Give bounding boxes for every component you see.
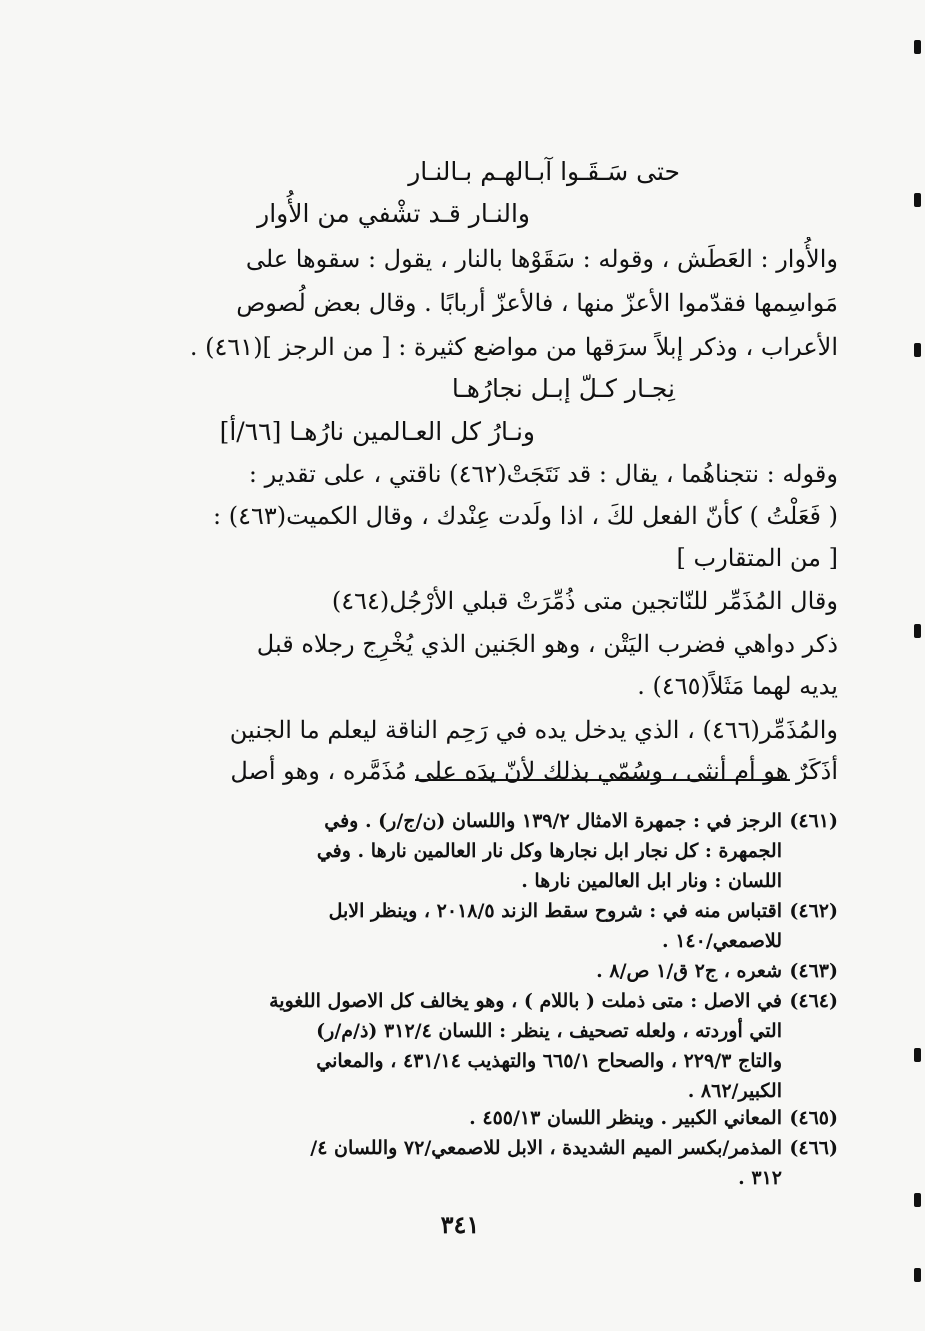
footnote-text: ٣١٢ . <box>738 1167 782 1189</box>
footnote-number: (٤٦٣) <box>789 960 838 982</box>
paragraph-line: الأعراب ، وذكر إبلاً سرَقها من مواضع كثيرة : [ من الرجز ](٤٦١) . <box>189 333 838 361</box>
footnote-text: المعاني الكبير . وينظر اللسان ٤٥٥/١٣ . <box>469 1107 782 1129</box>
footnote-text: اللسان : ونار ابل العالمين نارها . <box>521 870 782 892</box>
paragraph-line: والمُذَمِّر(٤٦٦) ، الذي يدخل يده في رَحِم الناقة ليعلم ما الجنين <box>229 716 838 744</box>
paragraph-line: ذكر دواهي فضرب اليَتْن ، وهو الجَنين الذي يُخْرِج رجلاه قبل <box>256 630 838 658</box>
footnote-number: (٤٦٤) <box>789 990 838 1012</box>
footnote <box>133 986 838 1106</box>
footnote <box>133 956 838 986</box>
footnote-number: (٤٦١) <box>789 810 838 832</box>
footnote-text: الجمهرة : كل نجار ابل نجارها وكل نار العالمين نارها . وفي <box>316 840 782 862</box>
edge-mark <box>914 343 921 357</box>
paragraph-line: مَواسِمها فقدّموا الأعزّ منها ، فالأعزّ أربابًا . وقال بعض لُصوص <box>236 289 838 317</box>
footnote-text: الكبير/٨٦٢ . <box>687 1080 782 1102</box>
edge-mark <box>914 1268 921 1282</box>
footnote-number: (٤٦٦) <box>789 1137 838 1159</box>
footnote-text: والتاج ٢٢٩/٣ ، والصحاح ٦٦٥/١ والتهذيب ٤٣١/١٤ ، والمعاني <box>316 1050 782 1072</box>
paragraph-line: ( فَعَلْتُ ) كأنّ الفعل لكَ ، اذا ولَدت عِنْدك ، وقال الكميت(٤٦٣) : <box>212 502 838 530</box>
paragraph-line: [ من المتقارب ] <box>676 544 838 572</box>
footnote-number: (٤٦٢) <box>789 900 838 922</box>
footnote-text: في الاصل : متى ذملت ( باللام ) ، وهو يخالف كل الاصول اللغوية <box>269 990 782 1012</box>
quoted-verse: وقال المُذَمِّر للنّاتجين متى ذُمِّرَتْ قبلي الأرْجُل(٤٦٤) <box>331 587 838 615</box>
footnote-separator <box>415 779 790 781</box>
footnote-text: المذمر/بكسر الميم الشديدة ، الابل للاصمعي/٧٢ واللسان ٤/ <box>310 1137 782 1159</box>
verse-line: ونـارُ كل العـالمين نارُهـا [٦٦/أ] <box>219 417 535 446</box>
footnote <box>133 806 838 896</box>
edge-mark <box>914 1193 921 1207</box>
paragraph-line: أذَكَرٌ هو أم أنثى ، وسُمّي بذلك لأنّ يدَه على مُذَمَّره ، وهو أصل <box>230 757 838 785</box>
paragraph-line: يديه لهما مَثَلاً(٤٦٥) . <box>637 672 838 700</box>
edge-mark <box>914 193 921 207</box>
edge-mark <box>914 624 921 638</box>
verse-line: نِجـار كـلّ إبـل نجارُهـا <box>451 374 675 403</box>
footnote-number: (٤٦٥) <box>789 1107 838 1129</box>
footnote-text: الرجز في : جمهرة الامثال ١٣٩/٢ واللسان (ن/ج/ر) . وفي <box>324 810 782 832</box>
paragraph-line: والأُوار : العَطَش ، وقوله : سَقَوْها بالنار ، يقول : سقوها على <box>245 245 838 273</box>
edge-mark <box>914 40 921 54</box>
footnote <box>133 1103 838 1133</box>
page-number: ٣٤١ <box>440 1210 480 1239</box>
edge-mark <box>914 1048 921 1062</box>
paragraph-line: وقوله : نتجناهُما ، يقال : قد نَتَجَتْ(٤٦٢) ناقتي ، على تقدير : <box>248 460 838 488</box>
footnote-text: شعره ، ج٢ ق/١ ص/٨ . <box>596 960 782 982</box>
footnote <box>133 1133 838 1193</box>
footnote-text: للاصمعي/١٤٠ . <box>661 930 782 952</box>
verse-line: حتى سَـقَـوا آبـالهـم بـالنـار <box>408 157 680 186</box>
footnote <box>133 896 838 956</box>
footnote-text: اقتباس منه في : شروح سقط الزند ٢٠١٨/٥ ، وينظر الابل <box>328 900 782 922</box>
footnote-text: التي أوردته ، ولعله تصحيف ، ينظر : اللسان ٣١٢/٤ (ذ/م/ر) <box>316 1020 782 1042</box>
verse-line: والنـار قـد تشْفي من الأُوار <box>257 199 530 228</box>
